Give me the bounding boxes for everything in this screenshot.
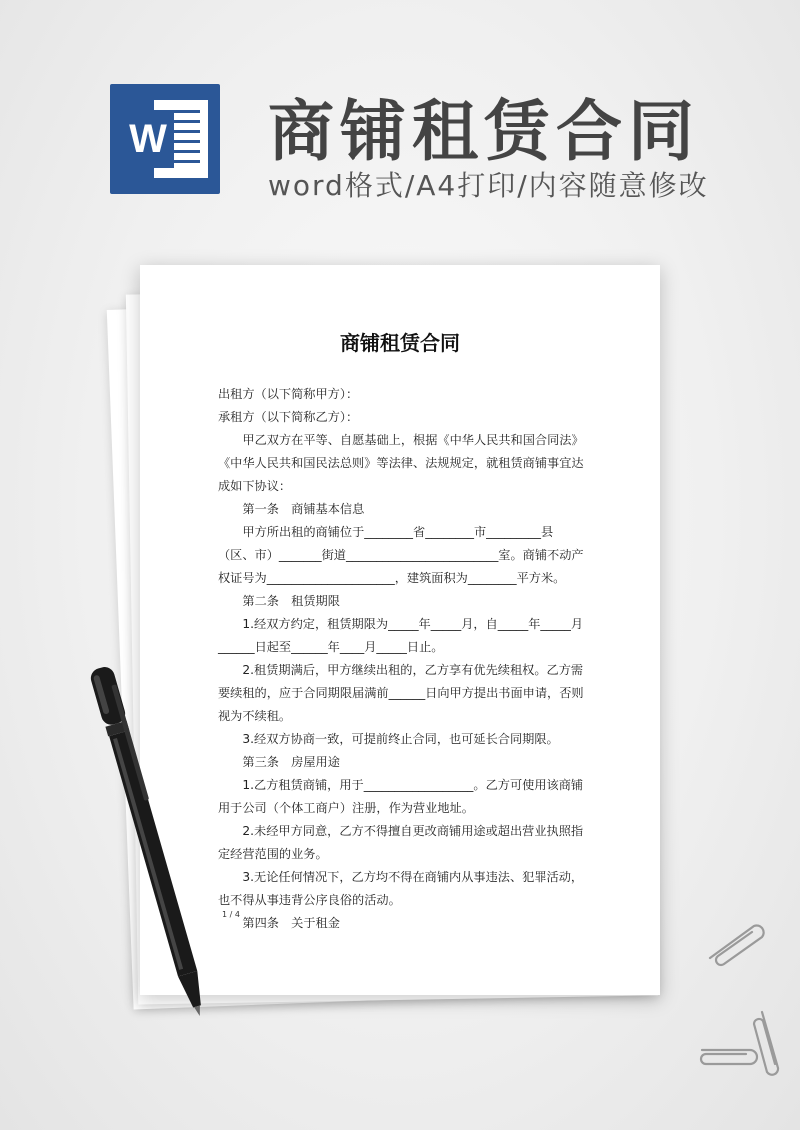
document-paragraph: 出租方（以下简称甲方）： xyxy=(218,387,359,401)
paperclip-icon xyxy=(694,1040,760,1070)
document-paragraph: 承租方（以下简称乙方）： xyxy=(218,410,359,424)
document-paragraph: 2.租赁期满后，甲方继续出租的，乙方享有优先续租权。乙方需要续租的，应于合同期限届满前______日向甲方提出书面申请，否则视为不续租。 xyxy=(218,663,584,723)
document-paragraph: 1.经双方约定，租赁期限为_____年_____月，自_____年_____月______日起至______年____月_____日止。 xyxy=(218,617,584,654)
document-paragraph: 甲方所出租的商铺位于________省________市_________县（区、市）_______街道_________________________室。商铺不动产权证号为_____________________，建筑面积为________平方米。 xyxy=(218,525,584,585)
word-app-icon xyxy=(110,84,220,194)
document-body xyxy=(218,383,588,935)
document-page xyxy=(140,265,660,995)
document-paragraph: 2.未经甲方同意，乙方不得擅自更改商铺用途或超出营业执照指定经营范围的业务。 xyxy=(218,824,584,861)
document-paragraph: 第三条 房屋用途 xyxy=(242,755,340,769)
document-paragraph: 甲乙双方在平等、自愿基础上，根据《中华人民共和国合同法》《中华人民共和国民法总则》等法律、法规规定，就租赁商铺事宜达成如下协议： xyxy=(218,433,584,493)
word-icon-letter: W xyxy=(122,110,174,168)
document-paragraph: 第四条 关于租金 xyxy=(242,916,340,930)
page-subtitle: word格式/A4打印/内容随意修改 xyxy=(268,169,709,202)
document-title: 商铺租赁合同 xyxy=(340,331,460,355)
document-paragraph: 第一条 商铺基本信息 xyxy=(242,502,365,516)
document-paragraph: 3.经双方协商一致，可提前终止合同，也可延长合同期限。 xyxy=(242,732,559,746)
page-number: 1 / 4 xyxy=(222,910,240,919)
document-paragraph: 3.无论任何情况下，乙方均不得在商铺内从事违法、犯罪活动，也不得从事违背公序良俗的活动。 xyxy=(218,870,584,907)
document-paragraph: 第二条 租赁期限 xyxy=(242,594,340,608)
page-title: 商铺租赁合同 xyxy=(268,93,700,170)
paperclip-icon xyxy=(700,910,772,970)
document-paragraph: 1.乙方租赁商铺，用于__________________。乙方可使用该商铺用于公司（个体工商户）注册，作为营业地址。 xyxy=(218,778,584,815)
